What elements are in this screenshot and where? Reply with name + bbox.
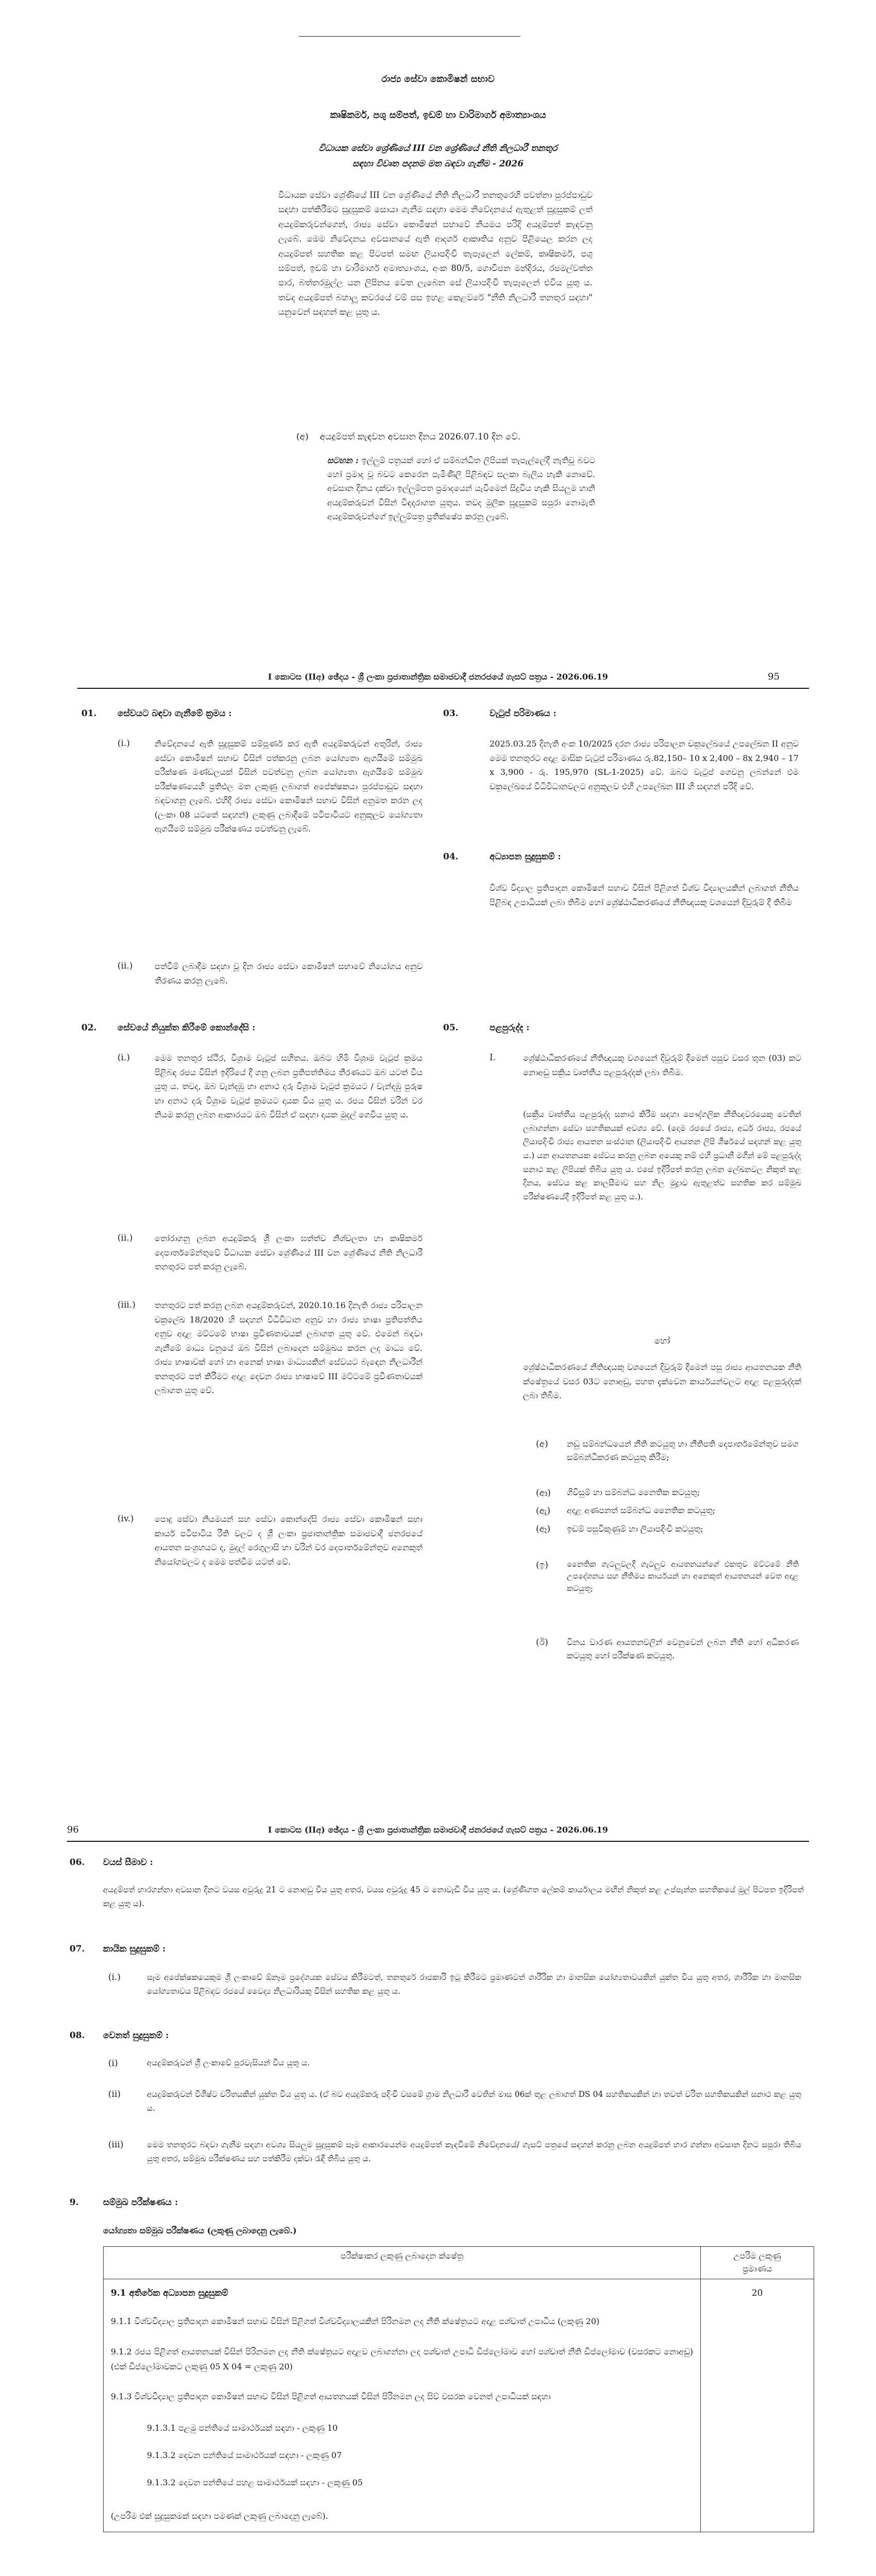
row-9-1-3-1: 9.1.3.1 පළමු පන්තියේ සාමාර්ථයක් සඳහා - ලකුණු 10 — [147, 2423, 338, 2433]
s05-heading: පළපුරුද්ද : — [490, 1023, 530, 1033]
s05-d-text: ඉඩම් පසුවිකුණුම් හා ලියාපදිංචි කටයුතු; — [567, 1524, 703, 1534]
table-header-marks: උපරිම ලකුණු ප්‍රමාණය — [701, 2247, 814, 2279]
row-9-1-1: 9.1.1 විශ්වවිද්‍යාල ප්‍රතිපාදන කොමිෂන් සභාව විසින් පිළිගත් විශ්වවිද්‍යාලයකින් පිරිනමන ලද නීති ක්ෂේත්‍රයට අදාළ පශ්චාත් උපාධිය (ලකුණු 20) — [111, 2316, 600, 2326]
interview-marks-table — [103, 2246, 814, 2532]
s07-heading: කායික සුදුසුකම් : — [103, 1944, 166, 1954]
s05-paren-text: (සක්‍රීය වෘත්තීය පළපුරුද්ද සනාථ කිරීම සඳහා පෞද්ගලික නීතිඥවරයෙකු වෙතින් ලබාගන්නා සේවා සහතිකයක් අවශ්‍ය වේ. (දොම රජයේ රාජ්‍ය, අර්ධ රාජ්‍ය, රජයේ ලියාපදිංචි රාජ්‍ය ආයතන සංස්ථාන (ලියාපදිංචි ආයතන ලිපි ශීර්ෂයේ සඳහන් කළ යුතු ය.) යන ආයතනයක සේවය කරනු ලබන අයෙකු නම් එහි ප්‍රධානී මගින් මේ පළපුරුද්ද සනාථ කළ ලිපියක් තිබිය යුතු ය. එසේ ඉදිරිපත් කරනු ලබන ලේඛනවල නිකුත් කළ දිනය, සේවය කළ කාලසීමාව සහ නිල මුද්‍රාව ඇතුළත්ව සහතික කර සම්මුඛ පරීක්ෂණයේදී ඉදිරිපත් කළ යුතු ය.). — [523, 1110, 801, 1201]
s03-text: 2025.03.25 දිනැති අංක 10/2025 දරන රාජ්‍ය පරිපාලන චක්‍රලේඛයේ උපලේඛන II අනුව මෙම තනතුරට අදාළ මාසික වැටුප් පරිමාණය රු.82,150– 10 x 2,400 – 8x 2,940 – 17 x 3,900 - රු. 195,970 (SL-1-2025) වේ. ඔබට වැටුප් ගෙවනු ලබන්නේ එම චක්‍රලේඛයේ විධිවිධානවලට අනුකූලව එහි උපලේඛන III හි සඳහන් පරිදි වේ. — [490, 739, 799, 791]
s09-number: 9. — [70, 2197, 79, 2208]
s01-ii-text: පත්වීම් ලබාදීම සඳහා වූ දින රාජ්‍ය සේවා කොමිෂන් සභාවේ නියෝගය අනුව තීරණය කරනු ලැබේ. — [155, 961, 423, 986]
s09-heading: සම්මුඛ පරීක්ෂණය : — [103, 2197, 178, 2208]
top-rule — [299, 36, 520, 37]
s08-ii-label: (ii) — [108, 2089, 121, 2099]
s05-number: 05. — [443, 1023, 459, 1033]
note-text: ඉල්ලුම් පත්‍රයක් හෝ ඒ සම්බන්ධිත ලිපියක් තැපැල්ලේදී නැතිවූ බවට හෝ ප්‍රමාද වූ බවට කෙරෙන පැමිණිලි පිළිබඳව සලකා බැලිය හැකි නොවේ. අවසාන දිනය දක්වා ඉල්ලුම්පත ප්‍රමාදයෙන් යැවීමෙන් සිදුවිය හැකි සියලුම හානි අයදුම්කරුවන් විසින් විඳදරාගත යුතුය. තවද මුලික සුදුසුකම් සපුරා නොමැති අයදුම්කරුවන්ගේ ඉල්ලුම්පත්‍ර ප්‍රතික්ෂේප කරනු ලැබේ. — [327, 455, 595, 521]
s02-ii-text: තෝරාගනු ලබන අයදුම්කරු ශ්‍රී ලංකා ඝත්ත්ව නිශ්චලතා හා කෘෂිකර්ම දෙපාර්තමේන්තුවේ විධායක සේවා ශ්‍රේණියේ III වන ශ්‍රේණියේ නීති නිලධාරී තනතුරට පත් කරනු ලැබේ. — [155, 1233, 423, 1272]
s02-iii-text: තනතුරට පත් කරනු ලබන අයදුම්කරුවන්, 2020.10.16 දිනැති රාජ්‍ය පරිපාලන චක්‍රලේඛ 18/2020 හි සඳහන් විධිවිධාන අනුව හා රාජ්‍ය භාෂා ප්‍රතිපත්තිය අනුව අදාළ මට්ටමේ භාෂා ප්‍රවීණතාවයක් ලබාගත යුතු වේ. එමෙන් බඳවා ගැනීමේ මාධ්‍ය වනුයේ ඔබ විසින් ලබාදෙන සම්මුඛය කරන ලද මාධ්‍ය වේ. රාජ්‍ය භාෂාවක් හෝ හා අනෙක් භාෂා මාධ්‍යයකින් සේවයට බැඳෙන නිලධාරීන් තනතුරට පත් කිරීමට අදාළ දෙවන රාජ්‍ය භාෂාවේ III මට්ටමේ ප්‍රවීණතාවයක් ලබාගත යුතු වේ. — [155, 1300, 423, 1396]
s08-iii-label: (iii) — [108, 2140, 124, 2150]
s07-i-label: (i.) — [108, 1972, 121, 1982]
s08-heading: වෙනත් සුදුසුකම් : — [103, 2030, 169, 2041]
deadline-label: (අ) — [296, 432, 309, 442]
s08-i-label: (i) — [108, 2058, 118, 2069]
s07-i-text: සෑම අපේක්ෂකයෙකුම ශ්‍රී ලංකාවේ ඕනෑම ප්‍රදේශයක සේවය කිරීමටත්, තනතුරේ රාජකාරි ඉටු කිරීමට ප්‍රමාණවත් ශාරීරික හා මානසික යෝග්‍යතාවයකින් යුක්ත විය යුතු අතර, ශාරීරික හා මානසික යෝග්‍යතාවය පිළිබඳව රජයේ වෛද්‍ය නිලධාරියකු විසින් සහතික කළ යුතු ය. — [147, 1973, 801, 1996]
s04-heading: අධ්‍යාපන සුදුසුකම් : — [490, 852, 561, 862]
s01-i-label: (i.) — [117, 738, 130, 749]
s02-heading: සේවයේ නියුක්ත කිරීමේ කොන්දේසි : — [117, 1023, 256, 1033]
notice-title-2: සඳහා විවෘත පදනම මත බඳවා ගැනීම - 2026 — [352, 159, 524, 169]
s04-number: 04. — [443, 852, 459, 862]
s06-heading: වයස් සීමාව : — [103, 1857, 154, 1868]
s05-c-text: අදාළ අණපනත් සම්බන්ධ නෛතික කටයුතු; — [567, 1505, 716, 1515]
row-9-1-3-3: 9.1.3.2 දෙවන පන්තියේ පහළ සාමාර්ථයක් සඳහා - ලකුණු 05 — [147, 2477, 363, 2487]
org-title: රාජ්‍ය සේවා කොමිෂන් සභාව — [381, 74, 495, 84]
s05-or: හෝ — [654, 1336, 670, 1346]
s05-e-label: (ඉ) — [536, 1560, 548, 1570]
page95-header: I කොටස (IIඅ) ඡේදය - ශ්‍රී ලංකා ප්‍රජාතාන්ත්‍රික සමාජවාදී ජනරජයේ ගැසට් පත්‍රය - 2026.06.19 — [268, 672, 608, 682]
s05-II-text: ශ්‍රේෂ්ඨාධිකරණයේ නීතිඥයකු වශයෙන් දිවුරුම් දීමෙන් පසු රාජ්‍ය ආයතනයක නීති ක්ෂේත්‍රයේ වසර 03ට නොඅඩු, පහත දැක්වෙන කාර්යයන්වලට අදාළ පළපුරුද්දක් ලබා තිබීම. — [523, 1362, 801, 1401]
table-header-row — [104, 2247, 814, 2279]
table-cell-max-marks — [701, 2279, 814, 2532]
table-header-field: පරීක්ෂාකර ලකුණු ලබාදෙන ක්ෂේත්‍ර — [104, 2247, 701, 2279]
s02-iii-label: (iii.) — [117, 1300, 136, 1310]
table-cell-criteria — [104, 2279, 701, 2532]
note-label: සටහන : — [327, 455, 359, 465]
s01-number: 01. — [81, 708, 97, 719]
s05-b-text: ගිවිසුම් හා සම්බන්ධ නෛතික කටයුතු; — [567, 1487, 700, 1497]
s09-subheading: යෝග්‍යතා සම්මුඛ පරීක්ෂණය (ලකුණු ලබාදෙනු ලැබේ.) — [103, 2226, 297, 2235]
s08-iii-text: මෙම තනතුරට බඳවා ගැනීම සඳහා අවශ්‍ය සියලුම සුදුසුකම් සෑම ආකාරයෙන්ම අයදුම්පත් කැඳවීමේ නිවේදනයේ/ ගැසට් පත්‍රයේ සඳහන් කරනු ලබන අයදුම්පත් භාර ගන්නා අවසාන දිනට සපුරා තිබිය යුතු අතර, සම්මුඛ පරීක්ෂණය සහ පත්කිරීම දක්වා රැඳී තිබිය යුතු ය. — [147, 2140, 801, 2164]
s08-ii-text: අයදුම්කරුවන් විශිෂ්ට චරිතයකින් යුක්ත විය යුතු ය. (ඒ බව අයදුම්කරු පදිංචි වසමේ ග්‍රාම නිලධාරී වෙතින් මාස 06ක් තුළ ලබාගත් DS 04 සහතිකයකින් හා තවත් චරිත සහතිකයකින් සනාථ කළ යුතු ය. — [147, 2090, 801, 2113]
page96-rule — [67, 1841, 809, 1842]
s05-I-text: ශ්‍රේෂ්ඨාධිකරණයේ නීතිඥයකු වශයෙන් දිවුරුම් දීමෙන් පසුව වසර තුන (03) කට නොඅඩු සක්‍රිය වෘත්තීය පළපුරුද්දක් ලබා තිබීම. — [523, 1053, 801, 1077]
s01-ii-label: (ii.) — [117, 961, 133, 971]
s05-e-text: නෛතික ගැටලුවලදී ගැටලුව ආයතනයන්ගේ එකතුව මට්ටමේ නීති උපදේශනය සහ නීතිමය කාර්යයන් හා අනෙකුත් ආයතනයන් වෙත අදාළ කටයුතු; — [567, 1560, 799, 1593]
row-9-1: 9.1 අතිරේක අධ්‍යාපන සුදුසුකම් — [111, 2287, 228, 2298]
page96-header: I කොටස (IIඅ) ඡේදය - ශ්‍රී ලංකා ප්‍රජාතාන්ත්‍රික සමාජවාදී ජනරජයේ ගැසට් පත්‍රය - 2026.06.19 — [268, 1825, 608, 1835]
s02-number: 02. — [81, 1023, 97, 1033]
s05-a-label: (අ) — [536, 1439, 548, 1449]
s08-i-text: අයදුම්කරුවන් ශ්‍රී ලංකාවේ පුරවැසියන් විය යුතු ය. — [147, 2058, 310, 2067]
s05-b-label: (ආ) — [536, 1488, 551, 1498]
deadline-text: අයදුම්පත් කැඳවන අවසාන දිනය 2026.07.10 දින වේ. — [319, 432, 520, 442]
s04-text: විශ්ව විද්‍යාල ප්‍රතිපාදන කොමිෂන් සභාව විසින් පිළිගත් විශ්ව විද්‍යාලයකින් ලබාගත් නීතිය පිළිබඳ උපාධියක් ලබා තිබීම හෝ ශ්‍රේෂ්ඨාධිකරණයේ නීතිඥයකු වශයෙන් දිවුරුම් දී තිබීම — [490, 883, 799, 907]
s06-number: 06. — [70, 1857, 85, 1868]
s05-I-label: I. — [490, 1053, 496, 1063]
note-block — [327, 453, 595, 523]
s05-d-label: (ඈ) — [536, 1524, 551, 1534]
page95-rule — [77, 688, 809, 689]
page95-number: 95 — [768, 671, 780, 682]
row-9-1-2: 9.1.2 රජය පිළිගත් ආයතනයක් විසින් පිරිනමන ලද නීති ක්ෂේත්‍රයට අදාළව ලබාගන්නා ලද පශ්චාත් උපාධි ඩිප්ලෝමාව හෝ පශ්චාත් නීති ඩිප්ලෝමාව (වසරකට නොඅඩු) (එක් ඩිප්ලෝමාවකට ලකුණු 05 X 04 = ලකුණු 20) — [111, 2346, 694, 2371]
s02-ii-label: (ii.) — [117, 1233, 133, 1243]
row-9-1-marks: 20 — [751, 2287, 763, 2298]
s02-iv-text: පොදු සේවා නියමයන් සහ සේවා කොන්දේසි රාජ්‍ය සේවා කොමිෂන් සභා කාර්ය පටිපාටිය රීති වලට ද ශ්‍රී ලංකා ප්‍රජාතාන්ත්‍රික සමාජවාදී ජනරජයේ ආයතන සංග්‍රහයට ද, මුදල් රෙගුලාසි හා වරින් වර දෙපාර්තමේන්තුව අනෙකුත් නියෝගවලට ද මෙම පත්වීම යටත් වේ. — [155, 1514, 423, 1567]
intro-paragraph: විධායක සේවා ශ්‍රේණියේ III වන ශ්‍රේණියේ නීති නිලධාරී තනතුරෙහි පවත්නා පුරප්පාඩුව සඳහා පත්කිරීමට සුදුසුකම් සොයා ගැනීම සඳහා මෙම නිවේදනයේ ඇතුළත් සුදුසුකම් ලත් අයදුම්කරුවන්ගෙන්, රාජ්‍ය සේවා කොමිෂන් සභාවේ නියමය පරිදි අයදුම්පත් කැඳවනු ලැබේ. මෙම නිවේදනය අවසානයේ ඇති ආදර්ශ ආකෘතිය අනුව පිළියෙල කරන ලද අයදුම්පත් සහතික කළ පිටපත් සමඟ ලියාපදිංචි තැපෑලෙන් ලේකම්, කෘෂිකර්ම, පශු සම්පත්, ඉඩම් හා වාරිමාර්ග අමාත්‍යාංශය, අංක 80/5, ගොවිජන මන්දිරය, රජමල්වත්ත පාර, බත්තරමුල්ල යන ලිපිනය වෙත ලැබෙන සේ ලියාපදිංචි තැපෑලෙන් එවිය යුතු ය. තවද අයදුම්පත් බහාලූ කවරයේ වම් පස ඉහළ කෙළවරේ "නීති නිලධාරී තනතුර සඳහා" යනුවෙන් සඳහන් කළ යුතු ය. — [278, 190, 593, 317]
deadline-row — [296, 430, 605, 444]
s02-i-label: (i.) — [117, 1053, 130, 1063]
s05-c-label: (ඇ) — [536, 1506, 551, 1516]
s03-number: 03. — [443, 708, 459, 719]
s07-number: 07. — [70, 1944, 85, 1954]
s05-f-text: විනය වාරණ ආයතනවලින් වෙනුවෙන් ලබන නීති හෝ අධිකරණ කටයුතු හෝ පරීක්ෂණ කටයුතු. — [567, 1637, 799, 1660]
s08-number: 08. — [70, 2030, 85, 2041]
ministry-title: කෘෂිකර්ම, පශු සම්පත්, ඉඩම් හා වාරිමාර්ග අමාත්‍යාංශය — [330, 110, 546, 121]
table-row — [104, 2279, 814, 2532]
row-9-1-3: 9.1.3 විශ්වවිද්‍යාල ප්‍රතිපාදන කොමිෂන් සභාව විසින් පිළිගත් ආයතනයක් විසින් පිරිනමන ලද සිව් වසරක වෙනත් උපාධියක් සඳහා — [111, 2392, 551, 2402]
s05-a-text: නඩු සම්බන්ධයෙන් නීති කටයුතු හා නීතිපති දෙපාර්තමේන්තුව සමග සම්බන්ධීකරණ කටයුතු කිරීම; — [567, 1439, 799, 1462]
table-footnote: (උපරිම එක් සුදුසුකමක් සඳහා පමණක් ලකුණු ලබාදෙනු ලැබේ). — [111, 2511, 328, 2521]
s01-i-text: නිවේදනයේ ඇති සුදුසුකම් සම්පූර්ණ කර ඇති අයදුම්කරුවන් අතුරින්, රාජ්‍ය සේවා කොමිෂන් සභාව විසින් පත්කරනු ලබන යෝග්‍යතා ඇගයීමේ සම්මුඛ පරීක්ෂණ මණ්ඩලයක් විසින් පවත්වනු ලබන යෝග්‍යතා ඇගයීමේ සම්මුඛ පරීක්ෂණයෙහි ප්‍රතිඵල මත ලකුණු ලබාගත් අපේක්ෂකයා පුරප්පාඩුව සඳහා බඳවාගනු ලැබේ. එහිදී රාජ්‍ය සේවා කොමිෂන් සභාව විසින් අනුමත කරන ලද (ලංකා 08 යටතේ සඳහන්) ලකුණු ලබාදීමේ පටිපාටියට අනුකූලව යෝග්‍යතා ඇගයීමේ සම්මුඛ පරීක්ෂණය පවත්වනු ලැබේ. — [155, 739, 423, 834]
notice-title-1: විධායක සේවා ශ්‍රේණියේ III වන ශ්‍රේණියේ නීති නිලධාරී තනතුර — [318, 143, 558, 154]
s05-f-label: (ඊ) — [536, 1637, 548, 1648]
s01-heading: සේවයට බඳවා ගැනීමේ ක්‍රමය : — [117, 708, 232, 719]
s06-text: අයදුම්පත් භාරගන්නා අවසාන දිනට වයස අවුරුදු 21 ට නොඅඩු විය යුතු අතර, වයස අවුරුදු 45 ට නොවැඩි විය යුතු ය. (ශ්‍රේණිගත ලේකම් කාර්යාලය මඟින් නිකුත් කළ උප්පැන්න සහතිකයේ මුල් පිටපත ඉදිරිපත් කළ යුතු ය). — [103, 1885, 804, 1909]
s02-iv-label: (iv.) — [117, 1514, 134, 1524]
s02-i-text: මෙම තනතුර ස්ථිර, විශ්‍රාම වැටුප් සහිතය. ඔබට හිමි විශ්‍රාම වැටුප් ක්‍රමය පිළිබඳ රජය විසින් ඉදිරියේ දී ගනු ලබන ප්‍රතිපත්තිමය තීරණයට ඔබ යටත් විය යුතු ය. තවද, ඔබ වැන්දඹු හා අනාථ දරු විශ්‍රාම වැටුප් ක්‍රමයට / වැන්දඹු පුරුෂ හා අනාථ දරු විශ්‍රාම වැටුප් ක්‍රමයට දායක විය යුතු ය. රජය විසින් වරින් වර නියම කරනු ලබන ආකාරයට ඔබ විසින් ඒ සඳහා දායක මුදල් ගෙවිය යුතු ය. — [155, 1053, 423, 1120]
page96-number: 96 — [67, 1824, 79, 1835]
row-9-1-3-2: 9.1.3.2 දෙවන පන්තියේ සාමාර්ථයක් සඳහා - ලකුණු 07 — [147, 2450, 342, 2460]
s03-heading: වැටුප් පරිමාණය : — [490, 708, 557, 719]
